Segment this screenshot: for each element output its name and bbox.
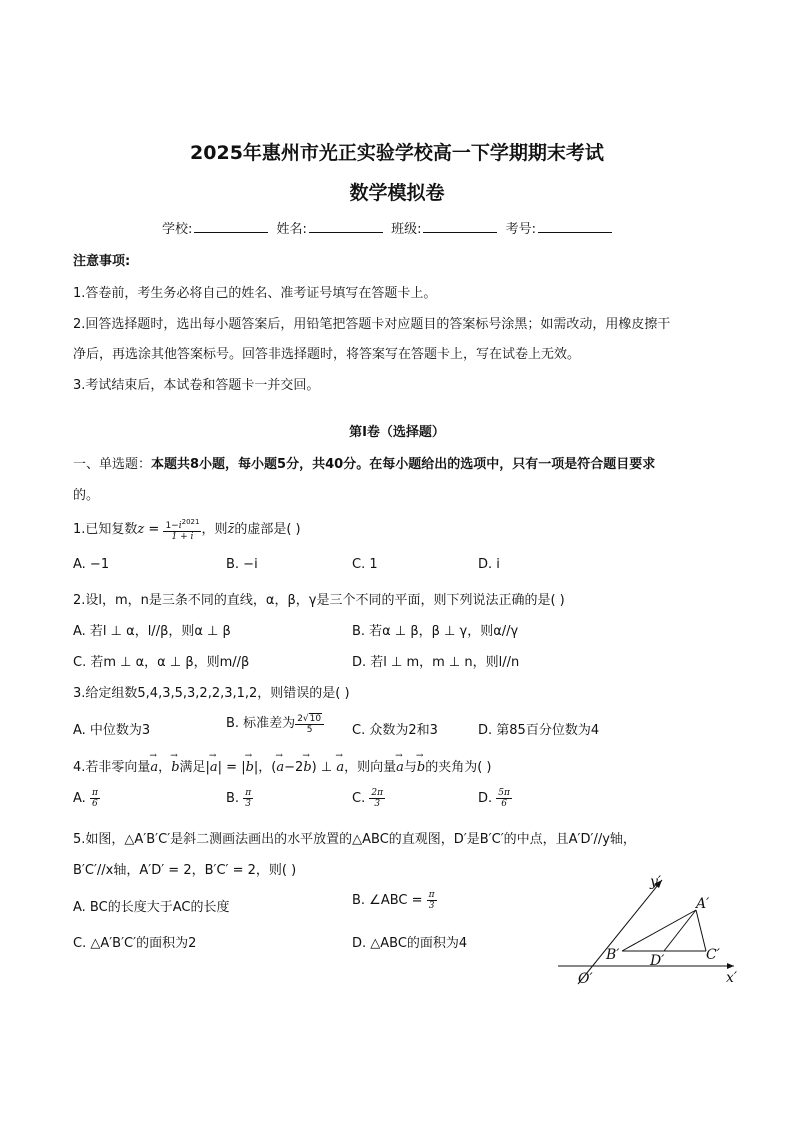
q4-option-b-label: B.: [226, 791, 240, 806]
q4-comma: ，: [158, 760, 172, 775]
q4-text-a: 4.若非零向量: [73, 760, 151, 775]
field-name-label: 姓名:: [276, 222, 307, 237]
field-number-label: 考号:: [505, 222, 536, 237]
field-class-blank[interactable]: [423, 220, 497, 233]
q1-stem-then: ，则: [201, 522, 228, 537]
q5-oblique-figure: [550, 866, 750, 991]
section-intro-cont: 的。: [73, 488, 100, 503]
field-name-blank[interactable]: [309, 220, 383, 233]
exam-subtitle: 数学模拟卷: [349, 182, 445, 204]
q4-vec-b-3: → b: [303, 760, 311, 775]
label-o-prime: O′: [578, 971, 593, 987]
q1-num: 1−: [165, 521, 179, 531]
q1-stem-end: 的虚部是( ): [234, 522, 301, 537]
q5-option-b-den: 3: [428, 901, 435, 911]
q1-option-b[interactable]: B. −i: [226, 557, 258, 572]
section-intro-rules: 本题共8小题，每小题5分，共40分。在每小题给出的选项中，只有一项是符合题目要求: [151, 457, 656, 472]
q1-var-zbar: z̄: [227, 522, 235, 537]
label-c-prime: C′: [706, 947, 720, 963]
question-5-stem-line1: 5.如图，△A′B′C′是斜二测画法画出的水平放置的△ABC的直观图，D′是B′C′的中点，且A′D′//y轴，: [73, 832, 636, 847]
q2-option-c[interactable]: C. 若m ⊥ α，α ⊥ β，则m//β: [73, 655, 250, 670]
q3-frac-root: 10: [309, 713, 322, 724]
q1-option-c[interactable]: C. 1: [352, 557, 378, 572]
q5-option-b-label: B. ∠ABC =: [352, 893, 427, 908]
q3-option-c[interactable]: C. 众数为2和3: [352, 723, 438, 738]
question-4-stem: [73, 756, 491, 775]
q4-option-b[interactable]: [226, 788, 253, 809]
q2-option-d[interactable]: D. 若l ⊥ m，m ⊥ n，则l//n: [352, 655, 520, 670]
q1-var-z: z: [137, 522, 145, 537]
label-a-prime: A′: [696, 896, 710, 912]
q1-stem-text: 1.已知复数: [73, 522, 138, 537]
q4-text-d: |，(: [253, 760, 277, 775]
q1-equals: =: [144, 522, 164, 537]
q4-option-b-fraction: [243, 788, 253, 809]
q5-option-a[interactable]: A. BC的长度大于AC的长度: [73, 900, 230, 915]
q4-option-a-label: A.: [73, 791, 86, 806]
label-b-prime: B′: [606, 947, 620, 963]
q3-option-b[interactable]: [226, 712, 324, 735]
q4-option-b-num: π: [245, 788, 252, 798]
q4-text-g: ，则向量: [344, 760, 397, 775]
section-title: 第Ⅰ卷（选择题）: [349, 425, 445, 440]
notice-item-2: 2.回答选择题时，选出每小题答案后，用铅笔把答题卡对应题目的答案标号涂黑；如需改动，用橡皮擦干: [73, 317, 671, 332]
label-x-prime: x′: [726, 970, 738, 986]
q3-option-d[interactable]: D. 第85百分位数为4: [478, 723, 600, 738]
field-school-label: 学校:: [162, 222, 193, 237]
q4-option-d-den: 6: [501, 799, 507, 809]
notice-item-3: 3.考试结束后，本试卷和答题卡一并交回。: [73, 378, 320, 393]
q4-option-c[interactable]: [352, 788, 385, 809]
q4-text-i: 的夹角为( ): [425, 760, 492, 775]
q2-option-a[interactable]: A. 若l ⊥ α，l//β，则α ⊥ β: [73, 624, 231, 639]
segment-a-c: [696, 910, 706, 951]
q4-option-c-fraction: [369, 788, 385, 809]
field-number-blank[interactable]: [538, 220, 612, 233]
q3-frac-coef: 2: [297, 713, 303, 724]
q4-vec-a-5: → a: [396, 760, 404, 775]
label-d-prime: D′: [650, 953, 665, 969]
section-intro: [73, 453, 655, 472]
student-info-fields: [162, 218, 616, 237]
q5-option-d[interactable]: D. △ABC的面积为4: [352, 936, 468, 951]
notice-heading: 注意事项:: [73, 254, 131, 269]
q4-vec-a: → a: [150, 760, 158, 775]
q1-option-a[interactable]: A. −1: [73, 557, 110, 572]
q4-text-e: −2: [284, 760, 304, 775]
question-3-stem: 3.给定组数5,4,3,5,3,2,2,3,1,2，则错误的是( ): [73, 686, 350, 701]
q4-option-d-label: D.: [478, 791, 493, 806]
q1-den: 1 + i: [171, 532, 194, 542]
q4-option-d-num: 5π: [498, 788, 510, 798]
q4-option-c-den: 3: [374, 799, 381, 809]
notice-item-2-cont: 净后，再选涂其他答案标号。回答非选择题时，将答案写在答题卡上，写在试卷上无效。: [73, 347, 581, 362]
q1-fraction: [163, 517, 201, 542]
q4-vec-b: → b: [171, 760, 179, 775]
notice-item-1: 1.答卷前，考生务必将自己的姓名、准考证号填写在答题卡上。: [73, 286, 437, 301]
exam-title: 2025年惠州市光正实验学校高一下学期期末考试: [190, 142, 604, 164]
q1-option-d[interactable]: D. i: [478, 557, 500, 572]
question-2-stem: 2.设l，m，n是三条不同的直线，α，β，γ是三个不同的平面，则下列说法正确的是( ): [73, 593, 565, 608]
segment-a-d: [664, 910, 696, 951]
q4-option-d-fraction: [496, 788, 512, 809]
field-class-label: 班级:: [391, 222, 422, 237]
q4-vec-b-4: → b: [417, 760, 425, 775]
q3-frac-den: 5: [306, 724, 313, 735]
section-intro-prefix: 一、单选题：: [73, 457, 152, 472]
q1-num-i: i: [178, 521, 182, 531]
q4-vec-a-2: → a: [210, 760, 218, 775]
q4-text-c: | = |: [217, 760, 246, 775]
q5-option-b-num: π: [428, 890, 435, 900]
q4-option-b-den: 3: [245, 799, 252, 809]
q4-text-b: 满足|: [179, 760, 210, 775]
q1-exponent: 2021: [181, 518, 200, 526]
q4-vec-a-3: → a: [276, 760, 284, 775]
q5-option-b-fraction: [427, 890, 437, 911]
q3-option-b-label: B. 标准差为: [226, 716, 296, 731]
q3-option-b-fraction: $\frac{2√10}{5}$: [295, 713, 324, 735]
q4-option-a-num: π: [91, 788, 98, 798]
q2-option-b[interactable]: B. 若α ⊥ β，β ⊥ γ，则α//γ: [352, 624, 519, 639]
x-axis-arrow: [727, 963, 734, 969]
field-school-blank[interactable]: [194, 220, 268, 233]
q5-option-b[interactable]: [352, 890, 437, 911]
q4-option-a-den: 6: [92, 799, 98, 809]
q5-option-c[interactable]: C. △A′B′C′的面积为2: [73, 936, 197, 951]
q4-option-d[interactable]: [478, 788, 512, 809]
q4-vec-b-2: → b: [246, 760, 254, 775]
q4-text-h: 与: [403, 760, 417, 775]
q4-option-a-fraction: [90, 788, 100, 809]
question-1-stem: [73, 517, 301, 542]
q3-option-a[interactable]: A. 中位数为3: [73, 723, 151, 738]
label-y-prime: y′: [650, 874, 662, 890]
q4-text-f: ) ⊥: [311, 760, 337, 775]
q4-option-c-label: C.: [352, 791, 366, 806]
question-5-stem-line2: B′C′//x轴，A′D′ = 2，B′C′ = 2，则( ): [73, 863, 297, 878]
q4-vec-a-4: → a: [336, 760, 344, 775]
q4-option-c-num: 2π: [371, 788, 384, 798]
q4-option-a[interactable]: [73, 788, 100, 809]
